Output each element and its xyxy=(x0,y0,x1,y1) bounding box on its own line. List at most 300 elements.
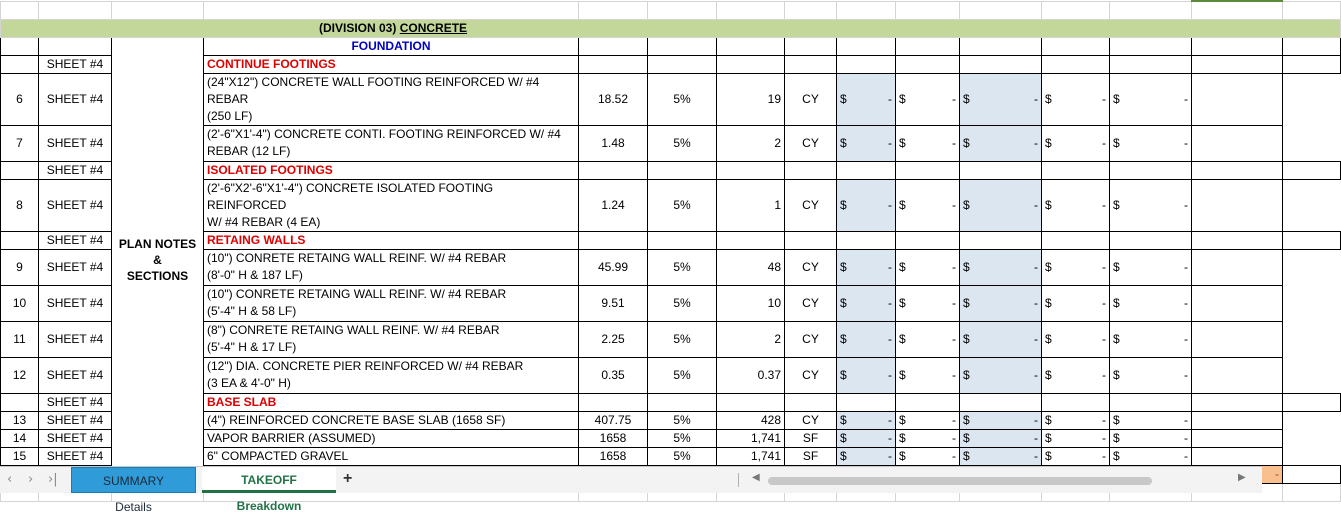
empty-cell[interactable] xyxy=(785,393,837,411)
empty-cell[interactable] xyxy=(837,393,896,411)
currency-symbol: $ xyxy=(840,260,847,274)
item-description[interactable] xyxy=(204,429,579,447)
currency-symbol: $ xyxy=(1113,431,1120,445)
amount-cell[interactable] xyxy=(1042,125,1110,161)
amount-cell[interactable] xyxy=(837,249,896,285)
amount-cell[interactable] xyxy=(837,285,896,321)
currency-symbol: $ xyxy=(963,332,970,346)
quantity-cell[interactable]: 18.52 xyxy=(579,73,648,125)
amount-cell[interactable] xyxy=(896,179,960,231)
currency-symbol: $ xyxy=(963,92,970,106)
description-line: (24"X12") CONCRETE WALL FOOTING REINFORCED W/ #4 REBAR xyxy=(207,74,540,106)
amount-cell[interactable] xyxy=(1042,249,1110,285)
amount-value: - xyxy=(888,449,892,463)
amount-value: - xyxy=(1184,332,1188,346)
quantity-cell[interactable]: 0.35 xyxy=(579,357,648,393)
currency-symbol: $ xyxy=(840,332,847,346)
empty-cell[interactable] xyxy=(785,161,837,179)
currency-symbol: $ xyxy=(899,296,906,310)
amount-cell[interactable] xyxy=(1042,179,1110,231)
currency-symbol: $ xyxy=(1113,136,1120,150)
currency-symbol: $ xyxy=(899,449,906,463)
currency-symbol: $ xyxy=(963,296,970,310)
sheet-reference[interactable]: SHEET #4 xyxy=(39,411,112,429)
plan-notes-line: & xyxy=(153,253,162,267)
tab-takeoff-breakdown[interactable]: TAKEOFF Breakdown xyxy=(202,467,336,493)
currency-symbol: $ xyxy=(840,198,847,212)
sheet-reference[interactable]: SHEET #4 xyxy=(39,231,112,249)
amount-cell[interactable] xyxy=(1110,321,1192,357)
item-number[interactable]: 6 xyxy=(1,73,39,125)
amount-cell[interactable] xyxy=(960,411,1042,429)
description-line: (8'-0" H & 187 LF) xyxy=(207,268,303,282)
amount-value: - xyxy=(952,368,956,382)
total-quantity-cell[interactable]: 428 xyxy=(717,411,785,429)
empty-cell[interactable] xyxy=(717,161,785,179)
item-description[interactable] xyxy=(204,249,579,285)
amount-value: - xyxy=(1275,467,1279,481)
unit-cell[interactable]: CY xyxy=(785,249,837,285)
horizontal-scrollbar[interactable] xyxy=(768,477,1152,485)
amount-value: - xyxy=(952,413,956,427)
amount-value: - xyxy=(1034,413,1038,427)
amount-value: - xyxy=(1184,368,1188,382)
amount-value: - xyxy=(1102,449,1106,463)
item-description[interactable] xyxy=(204,73,579,125)
amount-cell[interactable] xyxy=(1110,73,1192,125)
sheet-reference[interactable]: SHEET #4 xyxy=(39,447,112,465)
section-heading[interactable]: ISOLATED FOOTINGS xyxy=(204,161,579,179)
description-line: (3 EA & 4'-0" H) xyxy=(207,376,291,390)
currency-symbol: $ xyxy=(1113,332,1120,346)
total-quantity-cell[interactable]: 19 xyxy=(717,73,785,125)
empty-cell[interactable] xyxy=(1283,55,1341,73)
empty-cell[interactable] xyxy=(837,161,896,179)
foundation-row xyxy=(1,37,1341,55)
empty-cell[interactable] xyxy=(1042,231,1110,249)
empty-cell[interactable] xyxy=(1192,125,1283,161)
sheet-reference[interactable]: SHEET #4 xyxy=(39,393,112,411)
total-quantity-cell[interactable]: 1,741 xyxy=(717,447,785,465)
empty-cell[interactable] xyxy=(837,55,896,73)
currency-symbol: $ xyxy=(1045,431,1052,445)
currency-symbol: $ xyxy=(899,92,906,106)
waste-percent-cell[interactable]: 5% xyxy=(648,179,717,231)
sheet-reference[interactable]: SHEET #4 xyxy=(39,285,112,321)
section-heading[interactable]: CONTINUE FOOTINGS xyxy=(204,55,579,73)
empty-cell[interactable] xyxy=(1110,393,1192,411)
description-line: (5'-4" H & 17 LF) xyxy=(207,340,297,354)
empty-cell[interactable] xyxy=(717,393,785,411)
amount-value: - xyxy=(1102,92,1106,106)
amount-value: - xyxy=(1184,296,1188,310)
item-number[interactable]: 9 xyxy=(1,249,39,285)
amount-value: - xyxy=(888,198,892,212)
amount-cell[interactable] xyxy=(837,125,896,161)
empty-cell[interactable] xyxy=(837,231,896,249)
amount-cell[interactable] xyxy=(1110,125,1192,161)
empty-cell[interactable] xyxy=(648,55,717,73)
amount-value: - xyxy=(1184,198,1188,212)
item-description[interactable] xyxy=(204,321,579,357)
currency-symbol: $ xyxy=(963,449,970,463)
currency-symbol: $ xyxy=(1113,413,1120,427)
amount-cell[interactable] xyxy=(960,285,1042,321)
quantity-cell[interactable]: 1658 xyxy=(579,447,648,465)
currency-symbol: $ xyxy=(1045,136,1052,150)
amount-value: - xyxy=(888,332,892,346)
sheet-reference[interactable]: SHEET #4 xyxy=(39,55,112,73)
amount-value: - xyxy=(952,260,956,274)
empty-cell[interactable] xyxy=(1192,447,1283,465)
item-description[interactable] xyxy=(204,179,579,231)
amount-value: - xyxy=(952,136,956,150)
amount-cell[interactable] xyxy=(896,73,960,125)
item-number[interactable]: 10 xyxy=(1,285,39,321)
amount-cell[interactable] xyxy=(896,447,960,465)
amount-value: - xyxy=(952,296,956,310)
unit-cell[interactable]: CY xyxy=(785,357,837,393)
amount-value: - xyxy=(1102,260,1106,274)
tab-summary-details[interactable]: SUMMARY Details xyxy=(71,467,196,493)
item-number[interactable] xyxy=(1,393,39,411)
empty-cell[interactable] xyxy=(579,161,648,179)
amount-cell[interactable] xyxy=(896,285,960,321)
amount-cell[interactable] xyxy=(1110,411,1192,429)
currency-symbol: $ xyxy=(1045,296,1052,310)
quantity-cell[interactable]: 2.25 xyxy=(579,321,648,357)
quantity-cell[interactable]: 1658 xyxy=(579,429,648,447)
amount-value: - xyxy=(1184,136,1188,150)
amount-cell[interactable] xyxy=(896,321,960,357)
empty-cell[interactable] xyxy=(717,55,785,73)
empty-cell[interactable] xyxy=(896,161,960,179)
amount-cell[interactable] xyxy=(960,125,1042,161)
amount-value: - xyxy=(952,198,956,212)
tab-nav-next-icon[interactable]: › xyxy=(28,472,34,487)
sheet-reference[interactable]: SHEET #4 xyxy=(39,321,112,357)
empty-cell[interactable] xyxy=(579,55,648,73)
amount-value: - xyxy=(1184,449,1188,463)
scroll-right-icon[interactable]: ▶ xyxy=(1238,472,1246,483)
currency-symbol: $ xyxy=(1113,92,1120,106)
unit-cell[interactable]: CY xyxy=(785,179,837,231)
description-line: 6" COMPACTED GRAVEL xyxy=(207,448,349,463)
unit-cell[interactable]: CY xyxy=(785,321,837,357)
amount-cell[interactable] xyxy=(960,357,1042,393)
item-number[interactable]: 12 xyxy=(1,357,39,393)
empty-cell[interactable] xyxy=(1192,393,1283,411)
amount-value: - xyxy=(1102,296,1106,310)
description-line: (5'-4" H & 58 LF) xyxy=(207,304,297,318)
currency-symbol: $ xyxy=(840,296,847,310)
blank-top-row xyxy=(1,1,1341,19)
empty-cell[interactable] xyxy=(1283,393,1341,411)
amount-cell[interactable] xyxy=(1110,357,1192,393)
item-number[interactable]: 8 xyxy=(1,179,39,231)
amount-value: - xyxy=(1102,413,1106,427)
description-line: W/ #4 REBAR (4 EA) xyxy=(207,214,321,229)
quantity-cell[interactable]: 1.48 xyxy=(579,125,648,161)
amount-cell[interactable] xyxy=(896,125,960,161)
empty-cell[interactable] xyxy=(1192,161,1283,179)
unit-cell[interactable]: CY xyxy=(785,285,837,321)
empty-cell[interactable] xyxy=(1192,179,1283,231)
empty-cell[interactable] xyxy=(1110,161,1192,179)
unit-cell[interactable]: CY xyxy=(785,125,837,161)
item-number[interactable]: 14 xyxy=(1,429,39,447)
item-number[interactable]: 7 xyxy=(1,125,39,161)
amount-cell[interactable] xyxy=(1042,447,1110,465)
empty-cell[interactable] xyxy=(1283,465,1341,483)
amount-cell[interactable] xyxy=(1110,447,1192,465)
sheet-reference[interactable]: SHEET #4 xyxy=(39,429,112,447)
waste-percent-cell[interactable]: 5% xyxy=(648,447,717,465)
currency-symbol: $ xyxy=(899,431,906,445)
empty-cell[interactable] xyxy=(1192,231,1283,249)
amount-cell[interactable] xyxy=(1042,285,1110,321)
description-line: (10") CONRETE RETAING WALL REINF. W/ #4 REBAR xyxy=(207,251,507,265)
empty-cell[interactable] xyxy=(1283,483,1341,501)
currency-symbol: $ xyxy=(840,136,847,150)
currency-symbol: $ xyxy=(1045,92,1052,106)
amount-cell[interactable] xyxy=(1042,73,1110,125)
currency-symbol: $ xyxy=(1045,449,1052,463)
amount-cell[interactable] xyxy=(960,179,1042,231)
item-description[interactable] xyxy=(204,125,579,161)
total-quantity-cell[interactable]: 1 xyxy=(717,179,785,231)
description-line: (12") DIA. CONCRETE PIER REINFORCED W/ #4 REBAR xyxy=(207,359,524,373)
waste-percent-cell[interactable]: 5% xyxy=(648,429,717,447)
unit-cell[interactable]: SF xyxy=(785,429,837,447)
plan-notes-line: PLAN NOTES xyxy=(118,237,197,251)
waste-percent-cell[interactable]: 5% xyxy=(648,357,717,393)
amount-cell[interactable] xyxy=(837,447,896,465)
amount-value: - xyxy=(1034,260,1038,274)
tab-nav-prev-icon[interactable]: ‹ xyxy=(7,472,13,487)
empty-cell[interactable] xyxy=(896,55,960,73)
section-heading[interactable]: BASE SLAB xyxy=(204,393,579,411)
sheet-tab-bar xyxy=(0,466,1262,514)
amount-cell[interactable] xyxy=(837,73,896,125)
currency-symbol: $ xyxy=(963,431,970,445)
waste-percent-cell[interactable]: 5% xyxy=(648,73,717,125)
amount-value: - xyxy=(1184,92,1188,106)
item-number[interactable]: 15 xyxy=(1,447,39,465)
amount-cell[interactable] xyxy=(837,411,896,429)
empty-cell[interactable] xyxy=(1042,393,1110,411)
empty-cell[interactable] xyxy=(960,231,1042,249)
currency-symbol: $ xyxy=(1113,449,1120,463)
amount-cell[interactable] xyxy=(1042,411,1110,429)
total-quantity-cell[interactable]: 1,741 xyxy=(717,429,785,447)
amount-cell[interactable] xyxy=(1110,179,1192,231)
amount-cell[interactable] xyxy=(837,429,896,447)
amount-cell[interactable] xyxy=(960,73,1042,125)
amount-value: - xyxy=(1184,413,1188,427)
amount-value: - xyxy=(952,332,956,346)
quantity-cell[interactable]: 1.24 xyxy=(579,179,648,231)
empty-cell[interactable] xyxy=(1192,55,1283,73)
total-quantity-cell[interactable]: 48 xyxy=(717,249,785,285)
empty-cell[interactable] xyxy=(896,231,960,249)
amount-cell[interactable] xyxy=(1042,429,1110,447)
empty-cell[interactable] xyxy=(579,231,648,249)
empty-cell[interactable] xyxy=(1192,285,1283,321)
total-quantity-cell[interactable]: 2 xyxy=(717,321,785,357)
empty-cell[interactable] xyxy=(1192,249,1283,285)
sheet-reference[interactable]: SHEET #4 xyxy=(39,249,112,285)
sheet-reference[interactable]: SHEET #4 xyxy=(39,73,112,125)
total-quantity-cell[interactable]: 0.37 xyxy=(717,357,785,393)
plan-notes-line: SECTIONS xyxy=(126,269,189,283)
amount-cell[interactable] xyxy=(960,249,1042,285)
empty-cell[interactable] xyxy=(648,393,717,411)
empty-cell[interactable] xyxy=(1283,231,1341,249)
currency-symbol: $ xyxy=(1045,368,1052,382)
total-quantity-cell[interactable]: 2 xyxy=(717,125,785,161)
empty-cell[interactable] xyxy=(1110,231,1192,249)
currency-symbol: $ xyxy=(1045,413,1052,427)
amount-value: - xyxy=(1102,198,1106,212)
amount-cell[interactable] xyxy=(837,357,896,393)
empty-cell[interactable] xyxy=(785,55,837,73)
currency-symbol: $ xyxy=(1113,260,1120,274)
empty-cell[interactable] xyxy=(960,161,1042,179)
description-line: (2'-6"X1'-4") CONCRETE CONTI. FOOTING REINFORCED W/ #4 xyxy=(207,127,561,141)
amount-cell[interactable] xyxy=(1110,429,1192,447)
foundation-heading: FOUNDATION xyxy=(204,37,579,55)
empty-cell[interactable] xyxy=(960,393,1042,411)
amount-cell[interactable] xyxy=(896,357,960,393)
unit-cell[interactable]: CY xyxy=(785,411,837,429)
amount-value: - xyxy=(888,431,892,445)
empty-cell[interactable] xyxy=(717,231,785,249)
amount-value: - xyxy=(888,296,892,310)
description-line: (2'-6"X2'-6"X1'-4") CONCRETE ISOLATED FOOTING REINFORCED xyxy=(207,180,494,212)
amount-cell[interactable] xyxy=(896,411,960,429)
empty-cell[interactable] xyxy=(1042,55,1110,73)
currency-symbol: $ xyxy=(963,260,970,274)
amount-value: - xyxy=(888,92,892,106)
amount-value: - xyxy=(1102,431,1106,445)
currency-symbol: $ xyxy=(840,431,847,445)
empty-cell[interactable] xyxy=(1283,161,1341,179)
empty-cell[interactable] xyxy=(785,231,837,249)
item-description[interactable] xyxy=(204,357,579,393)
scroll-left-icon[interactable]: ◀ xyxy=(752,472,760,483)
amount-cell[interactable] xyxy=(960,447,1042,465)
item-number[interactable]: 11 xyxy=(1,321,39,357)
sheet-reference[interactable]: SHEET #4 xyxy=(39,161,112,179)
empty-cell[interactable] xyxy=(1192,357,1283,393)
empty-cell[interactable] xyxy=(648,161,717,179)
amount-cell[interactable] xyxy=(960,321,1042,357)
description-line: (10") CONRETE RETAING WALL REINF. W/ #4 REBAR xyxy=(207,287,507,301)
item-number[interactable] xyxy=(1,55,39,73)
amount-cell[interactable] xyxy=(896,429,960,447)
amount-cell[interactable] xyxy=(896,249,960,285)
currency-symbol: $ xyxy=(963,368,970,382)
division-code: (DIVISION 03) xyxy=(319,21,397,35)
amount-value: - xyxy=(1034,431,1038,445)
amount-cell[interactable] xyxy=(837,179,896,231)
waste-percent-cell[interactable]: 5% xyxy=(648,249,717,285)
empty-cell[interactable] xyxy=(1042,161,1110,179)
amount-value: - xyxy=(1034,368,1038,382)
amount-value: - xyxy=(1102,368,1106,382)
amount-cell[interactable] xyxy=(1110,285,1192,321)
currency-symbol: $ xyxy=(963,136,970,150)
sheet-reference[interactable]: SHEET #4 xyxy=(39,125,112,161)
sheet-reference[interactable]: SHEET #4 xyxy=(39,357,112,393)
empty-cell[interactable] xyxy=(579,393,648,411)
waste-percent-cell[interactable]: 5% xyxy=(648,321,717,357)
amount-value: - xyxy=(1184,260,1188,274)
empty-cell[interactable] xyxy=(648,231,717,249)
amount-value: - xyxy=(952,449,956,463)
description-line: (4") REINFORCED CONCRETE BASE SLAB (1658 SF) xyxy=(207,412,506,427)
amount-value: - xyxy=(1034,136,1038,150)
section-heading[interactable]: RETAING WALLS xyxy=(204,231,579,249)
item-description[interactable] xyxy=(204,447,579,465)
currency-symbol: $ xyxy=(1045,198,1052,212)
description-line: VAPOR BARRIER (ASSUMED) xyxy=(207,430,376,445)
amount-cell[interactable] xyxy=(837,321,896,357)
waste-percent-cell[interactable]: 5% xyxy=(648,125,717,161)
quantity-cell[interactable]: 45.99 xyxy=(579,249,648,285)
description-line: (8") CONRETE RETAING WALL REINF. W/ #4 REBAR xyxy=(207,323,500,337)
amount-value: - xyxy=(1034,449,1038,463)
item-number[interactable] xyxy=(1,161,39,179)
amount-cell[interactable] xyxy=(960,429,1042,447)
currency-symbol: $ xyxy=(1113,296,1120,310)
item-number[interactable]: 13 xyxy=(1,411,39,429)
item-number[interactable] xyxy=(1,231,39,249)
empty-cell[interactable] xyxy=(960,55,1042,73)
total-quantity-cell[interactable]: 10 xyxy=(717,285,785,321)
waste-percent-cell[interactable]: 5% xyxy=(648,411,717,429)
amount-cell[interactable] xyxy=(1042,357,1110,393)
empty-cell[interactable] xyxy=(896,393,960,411)
waste-percent-cell[interactable]: 5% xyxy=(648,285,717,321)
currency-symbol: $ xyxy=(1113,368,1120,382)
sheet-reference[interactable]: SHEET #4 xyxy=(39,179,112,231)
empty-cell[interactable] xyxy=(1192,411,1283,429)
item-description[interactable] xyxy=(204,285,579,321)
item-description[interactable] xyxy=(204,411,579,429)
amount-cell[interactable] xyxy=(1042,321,1110,357)
currency-symbol: $ xyxy=(840,413,847,427)
unit-cell[interactable]: CY xyxy=(785,73,837,125)
quantity-cell[interactable]: 9.51 xyxy=(579,285,648,321)
description-line: REBAR (12 LF) xyxy=(207,144,291,158)
empty-cell[interactable] xyxy=(1192,321,1283,357)
description-line: (250 LF) xyxy=(207,108,253,123)
tab-nav-last-icon[interactable]: ›| xyxy=(48,472,58,487)
unit-cell[interactable]: SF xyxy=(785,447,837,465)
currency-symbol: $ xyxy=(963,198,970,212)
amount-cell[interactable] xyxy=(1110,249,1192,285)
currency-symbol: $ xyxy=(840,92,847,106)
amount-value: - xyxy=(1034,332,1038,346)
empty-cell[interactable] xyxy=(1192,429,1283,447)
amount-value: - xyxy=(888,260,892,274)
empty-cell[interactable] xyxy=(1110,55,1192,73)
empty-cell[interactable] xyxy=(1192,73,1283,125)
add-sheet-button[interactable]: + xyxy=(343,470,353,487)
quantity-cell[interactable]: 407.75 xyxy=(579,411,648,429)
